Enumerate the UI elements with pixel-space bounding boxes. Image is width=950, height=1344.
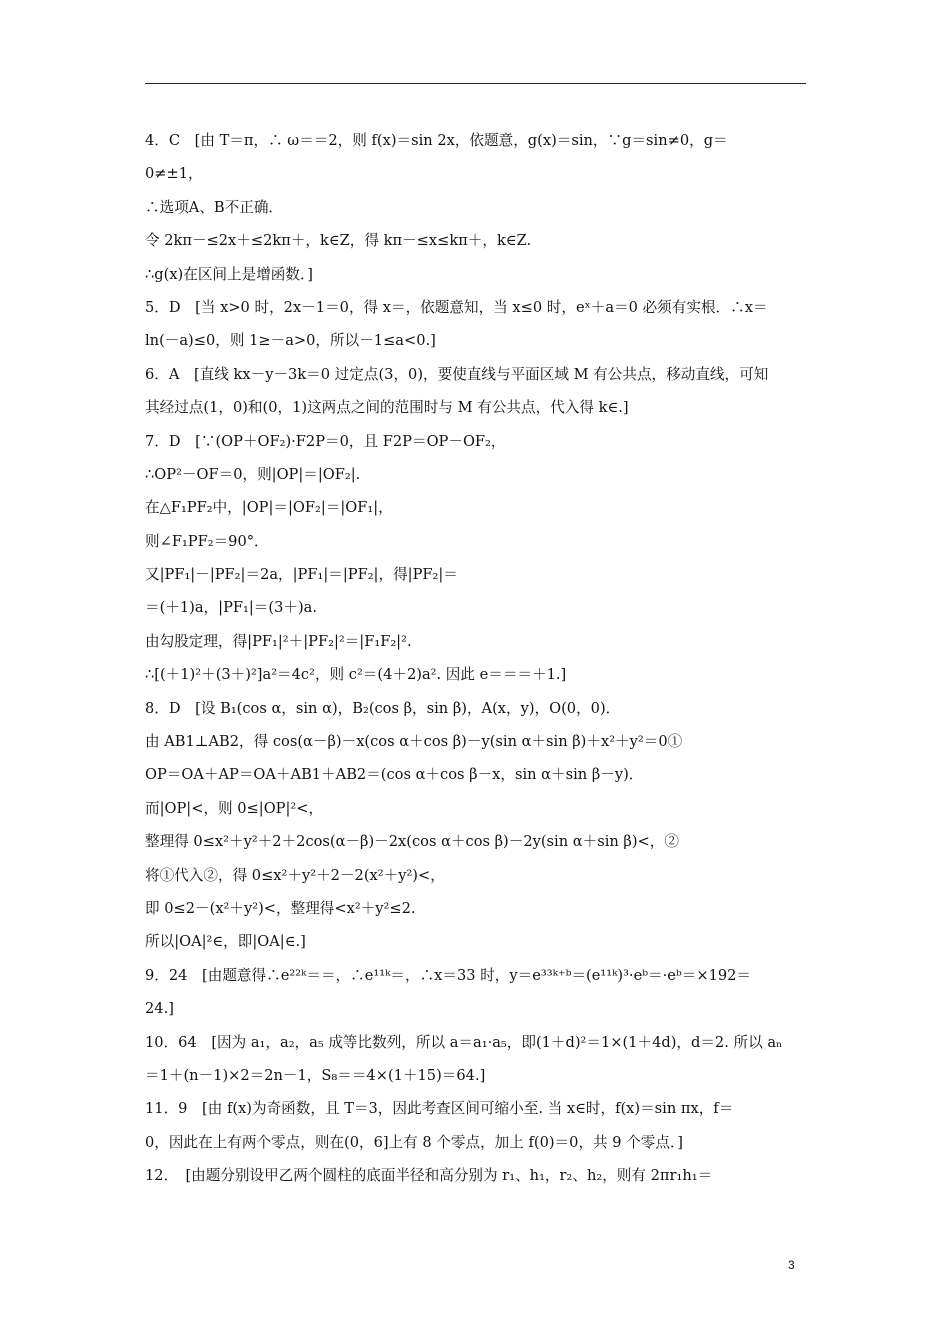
text-line: 6．A [直线 kx－y－3k＝0 过定点(3，0)，要使直线与平面区域 M 有公共点，移动直线，可知 <box>145 365 769 383</box>
text-line: ＝1＋(n－1)×2＝2n－1，S₈＝＝4×(1＋15)＝64.] <box>145 1066 486 1084</box>
text-line: 4．C [由 T＝π，∴ ω＝＝2，则 f(x)＝sin 2x，依题意，g(x)＝sin，∵g＝sin≠0，g＝ <box>145 132 728 149</box>
text-line: 将①代入②，得 0≤x²＋y²＋2－2(x²＋y²)<， <box>145 866 445 884</box>
text-line: 所以|OA|²∈，即|OA|∈.] <box>145 933 306 951</box>
text-line: 在△F₁PF₂中，|OP|＝|OF₂|＝|OF₁|， <box>145 499 393 517</box>
text-line: 其经过点(1，0)和(0，1)这两点之间的范围时与 M 有公共点，代入得 k∈.] <box>145 399 629 417</box>
page-number: 3 <box>788 1258 795 1272</box>
header-rule <box>145 83 806 84</box>
text-line: 7．D [∵(OP＋OF₂)·F2P＝0，且 F2P＝OP－OF₂， <box>145 432 506 450</box>
text-line: 而|OP|<，则 0≤|OP|²<， <box>145 799 324 817</box>
text-line: 由勾股定理，得|PF₁|²＋|PF₂|²＝|F₁F₂|². <box>145 632 412 650</box>
text-line: ＝(＋1)a，|PF₁|＝(3＋)a. <box>145 599 317 617</box>
text-line: 9．24 [由题意得∴e²²ᵏ＝＝，∴e¹¹ᵏ＝，∴x＝33 时，y＝e³³ᵏ⁺ᵇ＝(e¹¹ᵏ)³·eᵇ＝·eᵇ＝×192＝ <box>145 966 752 984</box>
text-line: 则∠F₁PF₂＝90°． <box>145 532 269 550</box>
text-line: 10．64 [因为 a₁，a₂，a₅ 成等比数列，所以 a＝a₁·a₅，即(1＋d)²＝1×(1＋4d)，d＝2. 所以 aₙ <box>145 1033 783 1051</box>
text-line: 5．D [当 x>0 时，2x－1＝0，得 x＝，依题意知，当 x≤0 时，eˣ＋a＝0 必须有实根．∴x＝ <box>145 298 768 316</box>
text-line: 由 AB1⊥AB2，得 cos(α－β)－x(cos α＋cos β)－y(sin α＋sin β)＋x²＋y²＝0① <box>145 733 683 751</box>
text-line: 令 2kπ－≤2x＋≤2kπ＋，k∈Z，得 kπ－≤x≤kπ＋，k∈Z. <box>145 232 532 250</box>
text-line: ∴选项A、B不正确． <box>145 198 284 216</box>
text-line: 12． [由题分别设甲乙两个圆柱的底面半径和高分别为 r₁、h₁，r₂、h₂，则有 2πr₁h₁＝ <box>145 1167 713 1185</box>
text-line: ∴OP²－OF＝0，则|OP|＝|OF₂|. <box>145 465 361 483</box>
text-line: 0≠±1， <box>145 165 203 183</box>
text-line: ln(－a)≤0，则 1≥－a>0，所以－1≤a<0.] <box>145 332 436 350</box>
text-line: OP＝OA＋AP＝OA＋AB1＋AB2＝(cos α＋cos β－x，sin α＋sin β－y)． <box>145 766 644 784</box>
solution-text <box>145 124 813 1193</box>
text-line: 8．D [设 B₁(cos α，sin α)，B₂(cos β，sin β)，A(x，y)，O(0，0)． <box>145 699 621 717</box>
text-line: ∴[(＋1)²＋(3＋)²]a²＝4c²，则 c²＝(4＋2)a². 因此 e＝＝＝＋1.] <box>145 666 567 684</box>
text-line: 整理得 0≤x²＋y²＋2＋2cos(α－β)－2x(cos α＋cos β)－2y(sin α＋sin β)<，② <box>145 833 679 851</box>
text-line: 即 0≤2－(x²＋y²)<，整理得<x²＋y²≤2. <box>145 899 416 917</box>
text-line: 0，因此在上有两个零点，则在(0，6]上有 8 个零点，加上 f(0)＝0，共 9 个零点．] <box>145 1133 683 1151</box>
text-line: 11．9 [由 f(x)为奇函数，且 T＝3，因此考查区间可缩小至. 当 x∈时，f(x)＝sin πx，f＝ <box>145 1100 734 1118</box>
text-line: 24.] <box>145 1000 174 1018</box>
text-line: ∴g(x)在区间上是增函数．] <box>145 265 313 283</box>
text-line: 又|PF₁|－|PF₂|＝2a，|PF₁|＝|PF₂|，得|PF₂|＝ <box>145 566 458 584</box>
